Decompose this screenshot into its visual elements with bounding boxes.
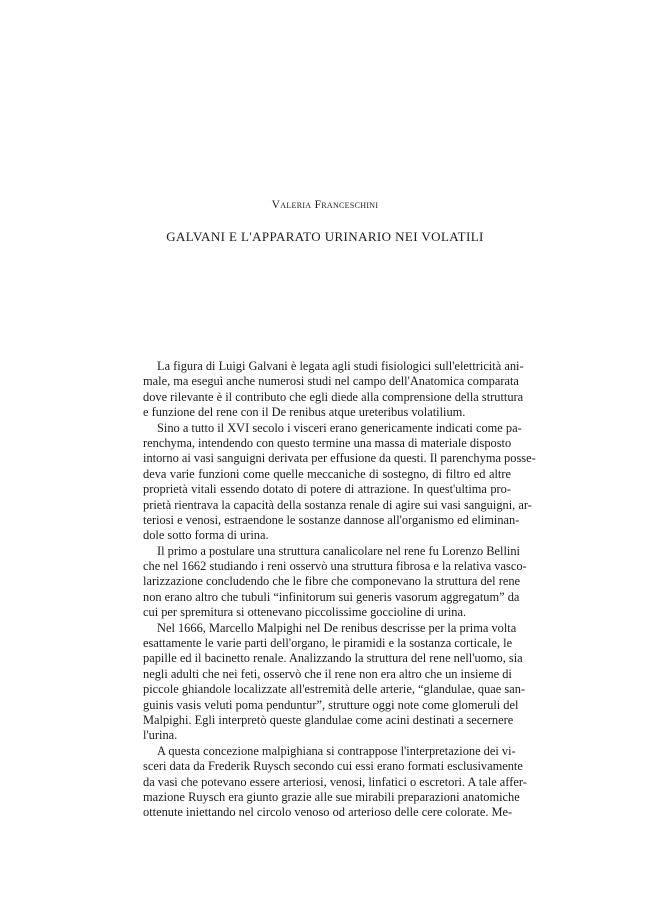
text-line: deva varie funzioni come quelle meccaniche di sostegno, di filtro ed altre xyxy=(143,466,511,481)
text-line: Sino a tutto il XVI secolo i visceri erano genericamente indicati come pa- xyxy=(157,420,522,435)
text-line: Nel 1666, Marcello Malpighi nel De renibus descrisse per la prima volta xyxy=(157,620,517,635)
text-line: Il primo a postulare una struttura canalicolare nel rene fu Lorenzo Bellini xyxy=(157,543,520,558)
text-line: cui per spremitura si ottenevano piccolissime goccioline di urina. xyxy=(143,605,467,620)
text-line: teriosi e venosi, estraendone le sostanze dannose all'organismo ed eliminan- xyxy=(143,512,520,527)
text-line: La figura di Luigi Galvani è legata agli studi fisiologici sull'elettricità ani- xyxy=(157,359,524,373)
text-line: male, ma eseguì anche numerosi studi nel campo dell'Anatomica comparata xyxy=(143,374,519,389)
paragraph xyxy=(143,620,526,744)
text-line: renchyma, intendendo con questo termine una massa di materiale disposto xyxy=(143,435,512,450)
text-line: dole sotto forma di urina. xyxy=(143,528,269,543)
text-line: e funzione del rene con il De renibus atque ureteribus volatilium. xyxy=(143,405,466,420)
text-line: piccole ghiandole localizzate all'estremità delle arterie, “glandulae, quae san- xyxy=(143,682,526,697)
text-line: papille ed il bacinetto renale. Analizzando la struttura del rene nell'uomo, sia xyxy=(143,651,523,666)
text-line: l'urina. xyxy=(143,728,178,743)
paragraph xyxy=(143,543,527,621)
article-body xyxy=(143,359,536,821)
text-line: larizzazione concludendo che le fibre che componevano la struttura del rene xyxy=(143,574,521,589)
text-line: che nel 1662 studiando i reni osservò una struttura fibrosa e la relativa vasco- xyxy=(143,559,527,574)
paragraph xyxy=(143,359,524,421)
text-line: esattamente le varie parti dell'organo, le piramidi e la sostanza corticale, le xyxy=(143,636,513,651)
text-line: sceri data da Frederik Ruysch secondo cui essi erano formati esclusivamente xyxy=(143,759,523,774)
text-line: negli adulti che nei feti, osservò che il rene non era altro che un insieme di xyxy=(143,666,512,681)
text-line: mazione Ruysch era giunto grazie alle sue mirabili preparazioni anatomiche xyxy=(143,789,520,804)
text-line: A questa concezione malpighiana si contrappose l'interpretazione dei vi- xyxy=(157,743,516,758)
article-title: GALVANI E L'APPARATO URINARIO NEI VOLATILI xyxy=(166,229,484,244)
text-line: prietà rientrava la capacità della sostanza renale di agire sui vasi sanguigni, ar- xyxy=(143,497,532,512)
text-line: intorno ai vasi sanguigni derivata per effusione da questi. Il parenchyma posse- xyxy=(143,451,536,466)
text-line: non erano altro che tubuli “infinitorum sui generis vasorum aggregatum” da xyxy=(143,589,520,604)
author-name: Valeria Franceschini xyxy=(271,199,379,211)
text-line: dove rilevante è il contributo che egli diede alla comprensione della struttura xyxy=(143,389,524,404)
text-line: da vasi che potevano essere arteriosi, venosi, linfatici o escretori. A tale affer- xyxy=(143,774,527,789)
text-line: proprietà vitali essendo dotato di potere di attrazione. In quest'ultima pro- xyxy=(143,482,511,497)
text-line: Malpighi. Egli interpretò queste glandulae come acini destinati a secernere xyxy=(143,712,514,727)
paragraph xyxy=(143,420,536,544)
text-line: guinis vasis veluti poma penduntur”, strutture oggi note come glomeruli del xyxy=(143,697,519,712)
paragraph xyxy=(143,743,527,821)
text-line: ottenute iniettando nel circolo venoso od arterioso delle cere colorate. Me- xyxy=(143,805,513,820)
